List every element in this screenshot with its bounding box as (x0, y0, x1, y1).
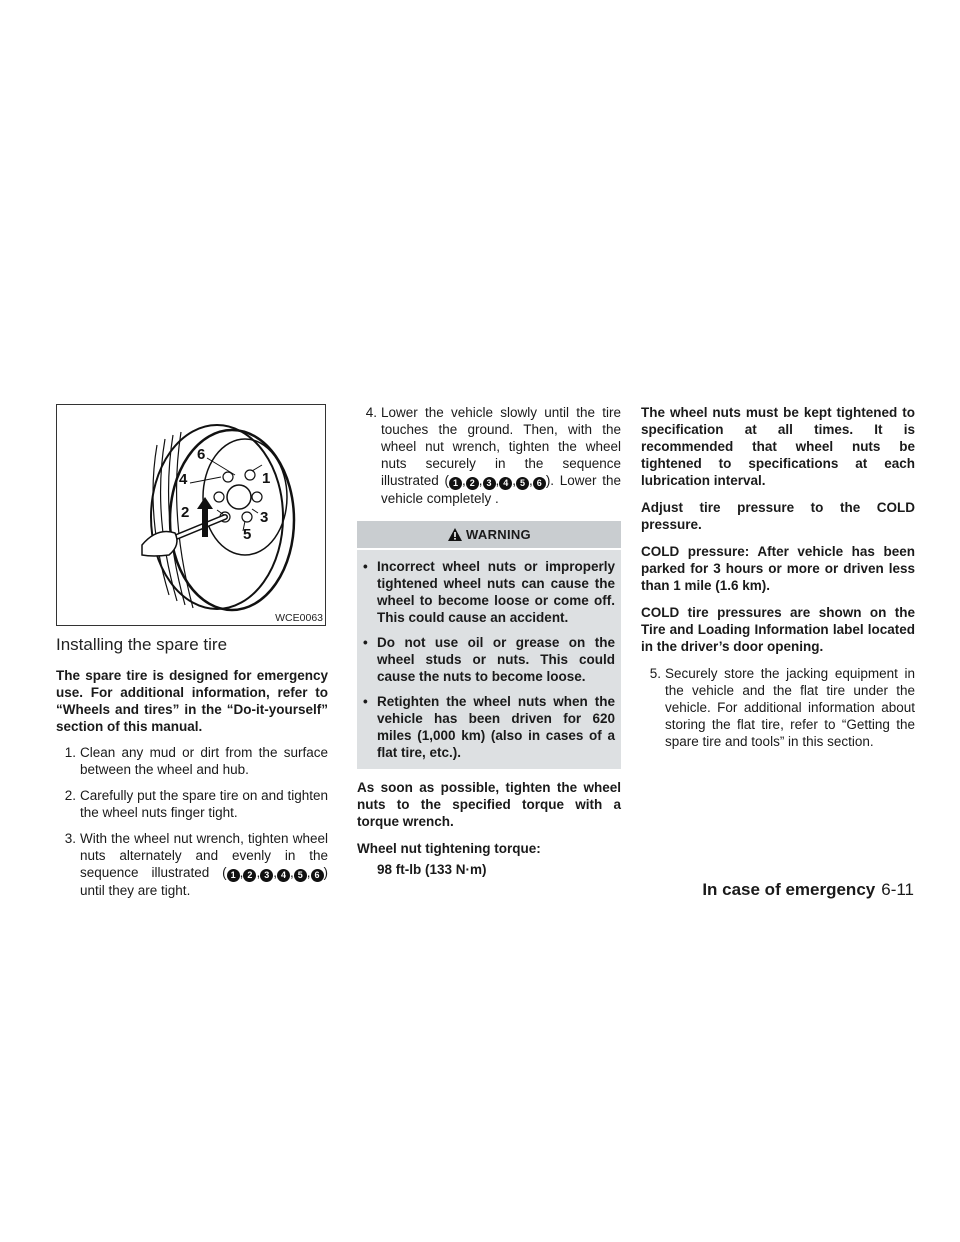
column-right (641, 404, 915, 750)
warning-item-text: Do not use oil or grease on the wheel studs or nuts. This could cause the nuts to become loose. (377, 635, 615, 684)
section-heading: Installing the spare tire (56, 635, 228, 654)
step4-text-post: ). Lower the vehicle completely . (381, 473, 621, 506)
cold-pressure-paragraph: COLD pressure: After vehicle has been parked for 3 hours or more or driven less than 1 mile (1.6 km). (641, 544, 915, 593)
step-1 (56, 744, 328, 778)
step-text: Carefully put the spare tire on and tighten the wheel nuts finger tight. (80, 788, 328, 820)
warning-body (357, 550, 621, 769)
bullet-icon: • (363, 635, 368, 650)
column-middle (357, 404, 621, 877)
warning-item-text: Incorrect wheel nuts or improperly tightened wheel nuts can cause the wheel to become loose or come off. This could cause an accident. (377, 559, 615, 625)
pressure-paragraph: Adjust tire pressure to the COLD pressure. (641, 500, 915, 532)
intro-paragraph: The spare tire is designed for emergency use. For additional information, refer to “Wheels and tires” in the “Do-it-yourself” section of this manual. (56, 668, 328, 734)
footer-section-title: In case of emergency (702, 880, 876, 899)
seq-badge-1: 1 (227, 869, 240, 882)
step-5 (641, 665, 915, 750)
warning-item-text: Retighten the wheel nuts when the vehicle has been driven for 620 miles (1,000 km) (also in cases of a flat tire, etc.). (377, 694, 615, 760)
seq-badge-2: 2 (466, 477, 479, 490)
warning-item (363, 634, 615, 685)
seq-badge-6: 6 (533, 477, 546, 490)
step4-text-pre: Lower the vehicle slowly until the tire touches the ground. Then, with the wheel nut wrench, tighten the wheel nuts securely in the sequence illustrated ( (381, 405, 621, 488)
warning-title: WARNING (466, 527, 531, 542)
seq-badge-5: 5 (516, 477, 529, 490)
step3-text-pre: With the wheel nut wrench, tighten wheel nuts alternately and evenly in the sequence illustrated ( (80, 831, 328, 880)
step-number: 5. (649, 666, 661, 681)
wheel-figure (56, 404, 326, 626)
seq-badge-3: 3 (483, 477, 496, 490)
callout-6: 6 (197, 446, 206, 463)
step-number: 1. (64, 745, 76, 760)
seq-badge-3: 3 (260, 869, 273, 882)
seq-badge-2: 2 (243, 869, 256, 882)
column-left (56, 404, 328, 899)
warning-item (363, 693, 615, 761)
spec-paragraph: The wheel nuts must be kept tightened to specification at all times. It is recommended that wheel nuts be tightened to specifications at each lubrication interval. (641, 405, 915, 488)
figure-code: WCE0063 (275, 612, 323, 624)
callout-1: 1 (262, 470, 271, 487)
warning-item (363, 558, 615, 626)
step3-text-post: ) until they are tight. (80, 865, 328, 898)
step-number: 4. (365, 405, 377, 420)
step-text: Clean any mud or dirt from the surface between the wheel and hub. (80, 745, 328, 777)
callout-2: 2 (181, 504, 190, 521)
callout-5: 5 (243, 526, 252, 543)
asap-paragraph: As soon as possible, tighten the wheel nuts to the specified torque with a torque wrench. (357, 780, 621, 829)
step-number: 2. (64, 788, 76, 803)
step-text: Securely store the jacking equipment in the vehicle and the flat tire under the vehicle. For additional information about storing the flat tire, refer to “Getting the spare tire and tools” in this section. (665, 666, 915, 749)
callout-4: 4 (179, 471, 188, 488)
torque-label: Wheel nut tightening torque: (357, 841, 541, 856)
seq-badge-1: 1 (449, 477, 462, 490)
wheel-illustration (57, 405, 327, 627)
step-text: Lower the vehicle slowly until the tire touches the ground. Then, with the wheel nut wrench, tighten the wheel nuts securely in the sequence illustrated ( 1 , 2 , 3 , 4 , 5 , 6 ). Lower the vehicle completely . (381, 405, 621, 506)
label-location-paragraph: COLD tire pressures are shown on the Tire and Loading Information label located in the driver’s door opening. (641, 605, 915, 654)
step-text: With the wheel nut wrench, tighten wheel nuts alternately and evenly in the sequence illustrated ( 1 , 2 , 3 , 4 , 5 , 6 ) until they are tight. (80, 831, 328, 898)
seq-badge-6: 6 (311, 869, 324, 882)
step-4 (357, 404, 621, 507)
step-2 (56, 787, 328, 821)
page-number: 6-11 (881, 880, 914, 899)
seq-badge-4: 4 (499, 477, 512, 490)
step-number: 3. (64, 831, 76, 846)
bullet-icon: • (363, 694, 368, 709)
warning-header (357, 521, 621, 548)
warning-icon (447, 527, 463, 542)
bullet-icon: • (363, 559, 368, 574)
page-footer (702, 880, 914, 900)
torque-value: 98 ft-lb (133 N·m) (377, 862, 487, 877)
seq-badge-4: 4 (277, 869, 290, 882)
callout-3: 3 (260, 509, 269, 526)
step-3 (56, 830, 328, 899)
seq-badge-5: 5 (294, 869, 307, 882)
